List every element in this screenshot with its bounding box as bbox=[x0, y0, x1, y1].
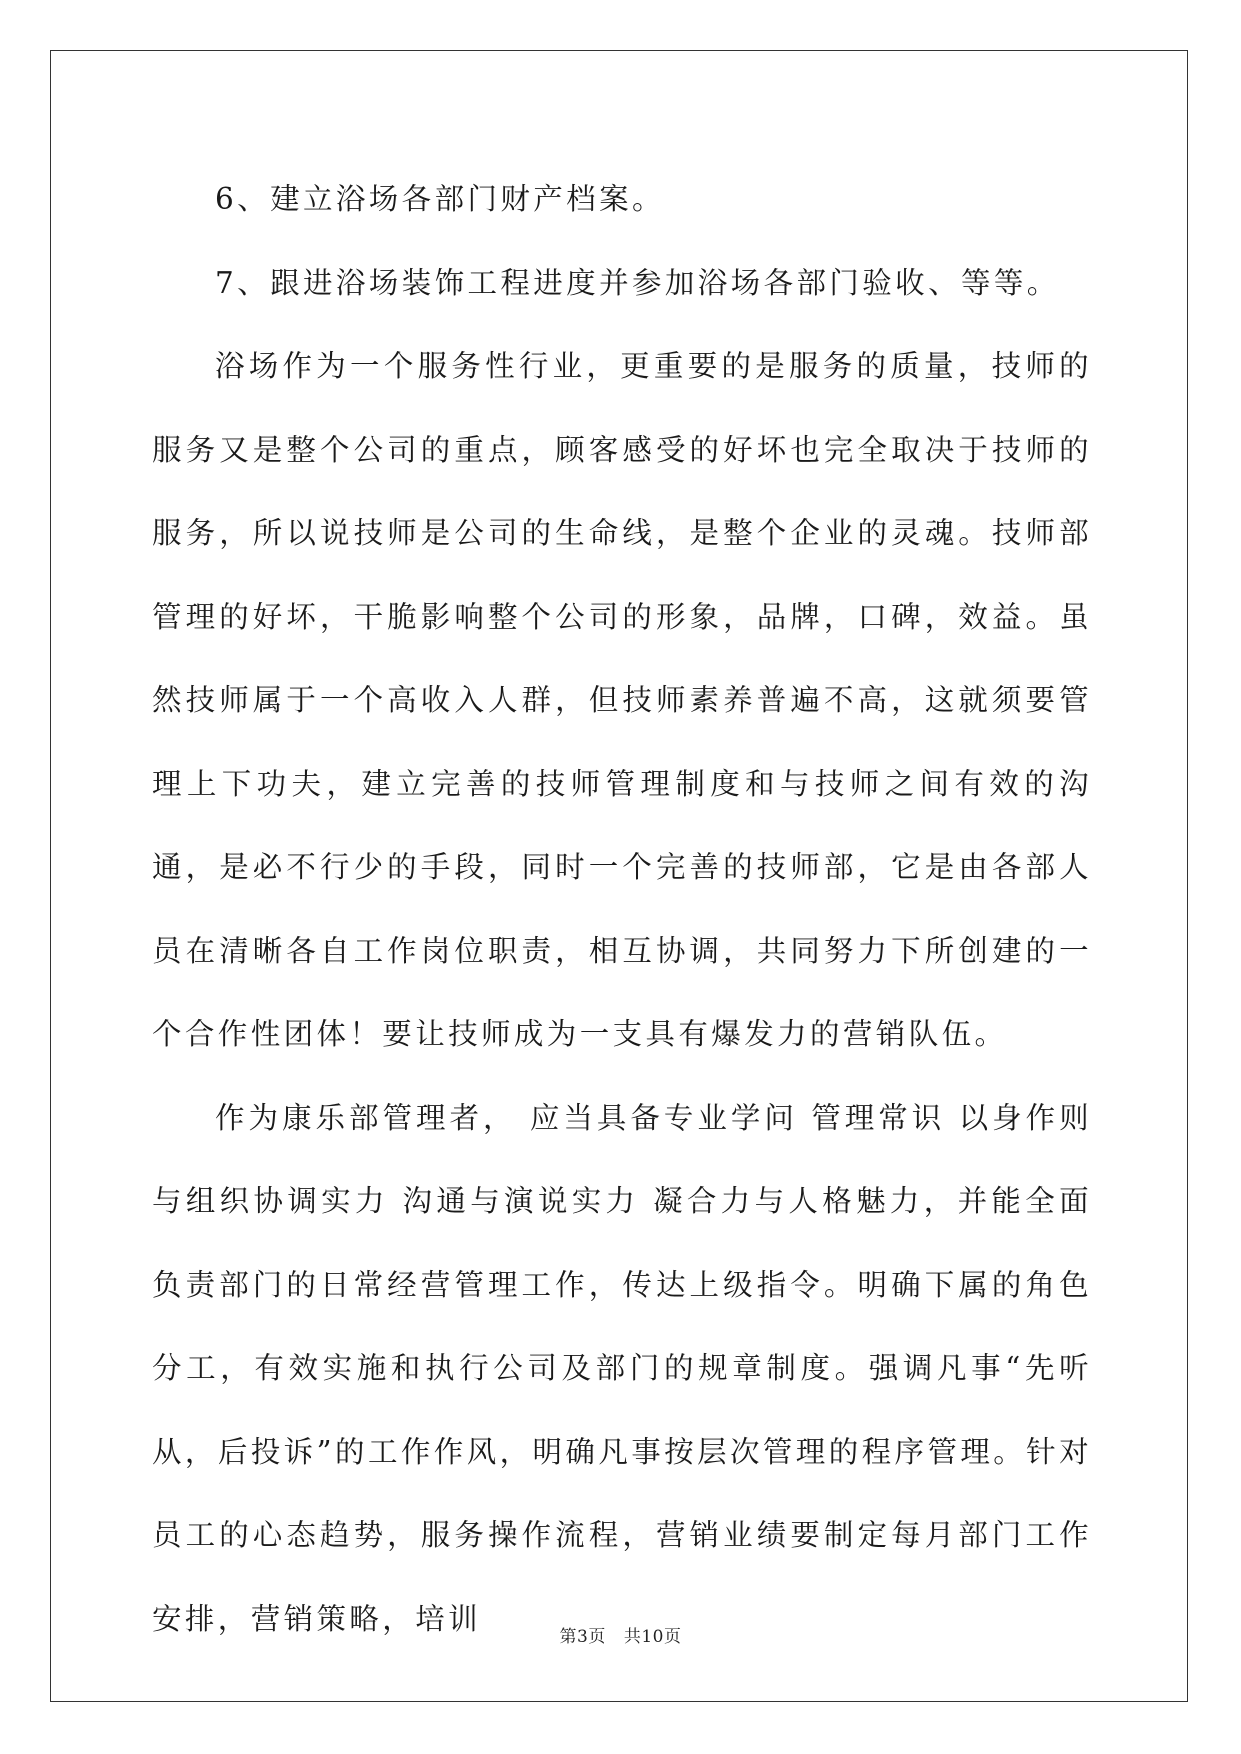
page-number: 第3页 bbox=[559, 1627, 606, 1647]
list-item-6: 6、建立浴场各部门财产档案。 bbox=[215, 182, 665, 216]
page-total: 共10页 bbox=[623, 1627, 682, 1647]
page-footer bbox=[0, 1622, 1241, 1647]
paragraph-technician-service: 浴场作为一个服务性行业，更重要的是服务的质量，技师的服务又是整个公司的重点，顾客感受的好坏也完全取决于技师的服务，所以说技师是公司的生命线，是整个企业的灵魂。技师部管理的好坏，干脆影响整个公司的形象，品牌，口碑，效益。虽然技师属于一个高收入人群，但技师素养普遍不高，这就须要管理上下功夫，建立完善的技师管理制度和与技师之间有效的沟通，是必不行少的手段，同时一个完善的技师部，它是由各部人员在清晰各自工作岗位职责，相互协调，共同努力下所创建的一个合作性团体！要让技师成为一支具有爆发力的营销队伍。 bbox=[152, 349, 1092, 1051]
list-item-7: 7、跟进浴场装饰工程进度并参加浴场各部门验收、等等。 bbox=[215, 265, 1060, 300]
paragraph-manager-duties: 作为康乐部管理者， 应当具备专业学问 管理常识 以身作则与组织协调实力 沟通与演说实力 凝合力与人格魅力，并能全面负责部门的日常经营管理工作，传达上级指令。明确下属的角色分工，有效实施和执行公司及部门的规章制度。强调凡事“先听从，后投诉”的工作作风，明确凡事按层次管理的程序管理。针对员工的心态趋势，服务操作流程，营销业绩要制定每月部门工作安排，营销策略，培训 bbox=[152, 1100, 1092, 1636]
document-body bbox=[152, 158, 1092, 1661]
